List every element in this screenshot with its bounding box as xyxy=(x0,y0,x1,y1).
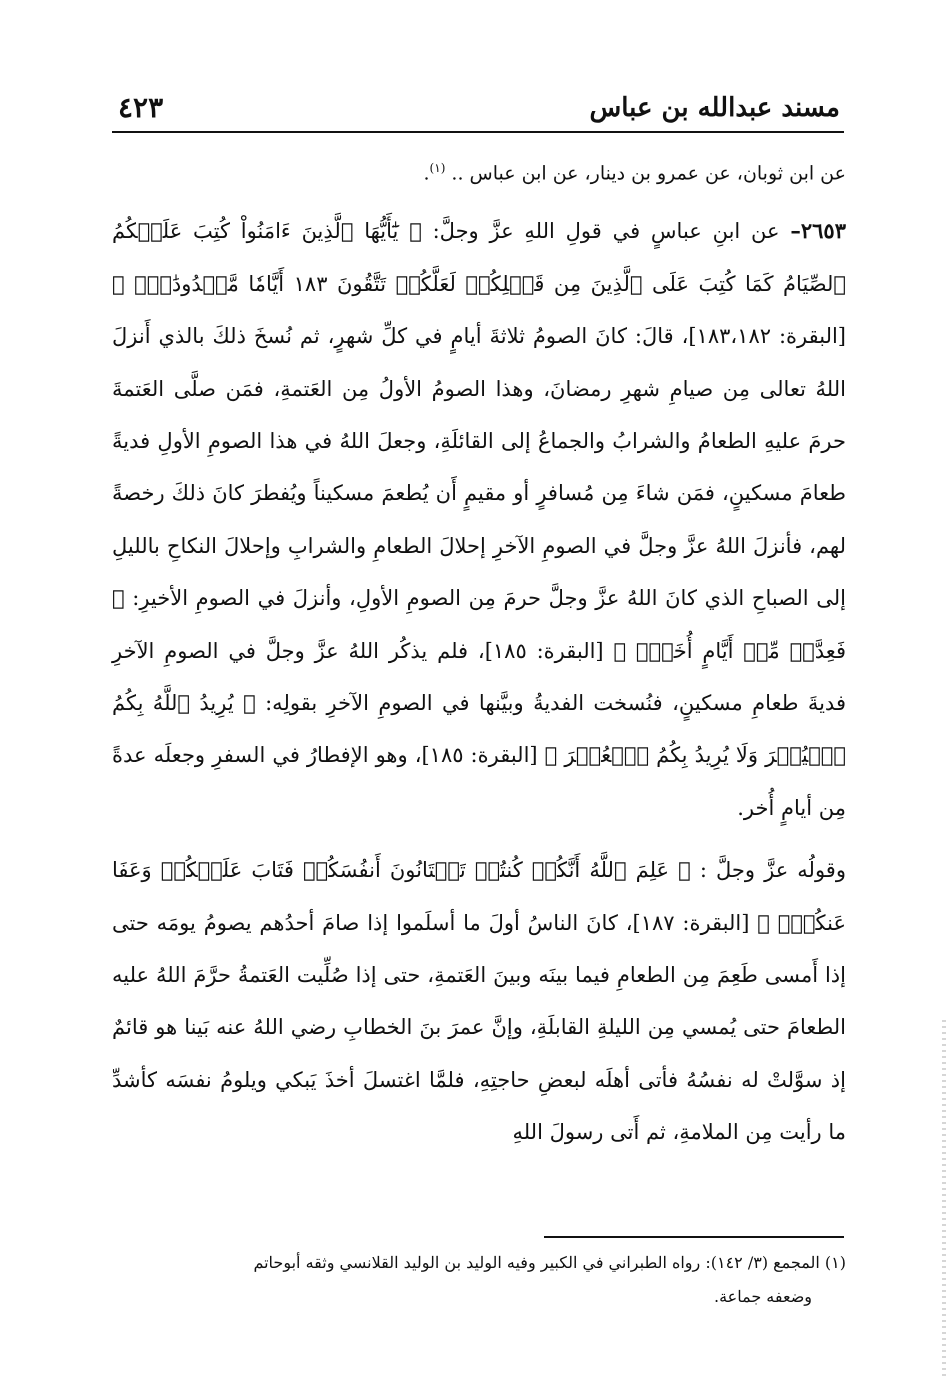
running-title: مسند عبدالله بن عباس xyxy=(589,93,840,123)
hadith-number: ٢٦٥٣– xyxy=(790,218,846,244)
quran-verse-2: فَعِدَّةٞ مِّنۡ أَيَّامٍ أُخَرَۚ xyxy=(626,638,846,663)
footnote-line-2: وضعفه جماعة. xyxy=(713,1287,812,1306)
quran-brace-open: ﴿ xyxy=(409,219,422,244)
commentary-text-1: وقولُه عزَّ وجلَّ : xyxy=(690,858,846,883)
commentary-paragraph xyxy=(112,844,846,1158)
intro-text: عن ابن ثوبان، عن عمرو بن دينار، عن ابن عباس .. xyxy=(451,162,846,185)
quran-brace-close: ﴾ xyxy=(613,638,627,663)
scan-edge-marks xyxy=(942,1020,946,1380)
hadith-text-2: [البقرة: ١٨٣،١٨٢]، قالَ: كانَ الصومُ ثلاثةَ أيامٍ في كلِّ شهرٍ، ثم نُسخَ ذلكَ بالذي أَنزلَ اللهُ تعالى مِن صيامِ شهرِ رمضانَ، وهذا الصومُ الأولُ مِن العَتمةِ، فمَن صلَّى العَتمةَ حرمَ عليهِ الطعامُ والشرابُ والجماعُ إلى القائلَةِ، وجعلَ اللهُ في هذا الصومِ الأولِ فديةً طعامَ مسكينٍ، فمَن شاءَ مِن مُسافرٍ أو مقيمٍ أَن يُطعمَ مسكيناً ويُفطرَ كانَ ذلكَ رخصةً لهم، فأنزلَ اللهُ عزَّ وجلَّ في الصومِ الآخرِ إحلالَ الطعامِ والشرابِ وإحلالَ النكاحِ بالليلِ إلى الصباحِ الذي كانَ اللهُ عزَّ وجلَّ حرمَ مِن الصومِ الأولِ، وأنزلَ في الصومِ الأخيرِ: xyxy=(112,324,846,611)
quran-brace-open: ﴿ xyxy=(243,690,256,715)
quran-brace-open: ﴿ xyxy=(112,586,125,611)
quran-brace-close: ﴾ xyxy=(112,271,125,296)
page-number: ٤٢٣ xyxy=(118,91,164,124)
quran-verse-3: يُرِيدُ ٱللَّهُ بِكُمُ ٱلۡيُسۡرَ وَلَا يُرِيدُ بِكُمُ ٱلۡعُسۡرَ xyxy=(112,690,847,768)
footnote-line-1: (١) المجمع (٣/ ١٤٢): رواه الطبراني في الكبير وفيه الوليد بن الوليد القلانسي وثقه أبوحاتم xyxy=(253,1253,846,1272)
hadith-text-3: [البقرة: ١٨٥]، فلم يذكُر اللهُ عزَّ وجلَّ في الصومِ الآخرِ فديةَ طعامِ مسكينٍ، فنُسخت الفديةُ وبيَّنها في الصومِ الآخرِ بقولِه: xyxy=(112,638,846,715)
footnote xyxy=(112,1246,846,1314)
footnote-rule xyxy=(544,1236,844,1238)
quran-verse-4: عَلِمَ ٱللَّهُ أَنَّكُمۡ كُنتُمۡ تَخۡتَانُونَ أَنفُسَكُمۡ فَتَابَ عَلَيۡكُمۡ وَعَفَا عَنكُمۡۖ xyxy=(112,858,846,935)
header-rule xyxy=(112,131,844,133)
quran-brace-close: ﴾ xyxy=(757,910,770,935)
commentary-text-2: [البقرة: ١٨٧]، كانَ الناسُ أولَ ما أسلَموا إذا صامَ أحدُهم يصومُ يومَه حتى إذا أَمسى طَعِمَ مِن الطعامِ فيما بينَه وبينَ العَتمةِ، حتى إذا صُلِّيت العَتمةُ حرَّمَ اللهُ عليه الطعامَ حتى يُمسي مِن الليلةِ القابلَةِ، وإنَّ عمرَ بنَ الخطابِ رضي اللهُ عنه بَينا هو قائمٌ إذ سوَّلتْ له نفسُهُ فأتى أهلَه لبعضِ حاجتِهِ، فلمَّا اغتسلَ أخذَ يَبكي ويلومُ نفسَه كأشدِّ ما رأيت مِن الملامةِ، ثم أَتى رسولَ اللهِ xyxy=(112,910,846,1145)
intro-end: . xyxy=(423,162,430,185)
intro-line xyxy=(112,140,846,201)
main-text xyxy=(112,140,846,1159)
hadith-text-4: [البقرة: ١٨٥]، وهو الإفطارُ في السفرِ وجعلَه عدةً مِن أيامٍ أُخر. xyxy=(112,743,846,820)
quran-verse-1: يَٰٓأَيُّهَا ٱلَّذِينَ ءَامَنُواْ كُتِبَ عَلَيۡكُمُ ٱلصِّيَامُ كَمَا كُتِبَ عَلَى ٱلَّذِينَ مِن قَبۡلِكُمۡ لَعَلَّكُمۡ تَتَّقُونَ ١٨٣ أَيَّامٗا مَّعۡدُودَٰتٖۚ xyxy=(112,219,846,296)
hadith-paragraph xyxy=(112,205,846,834)
hadith-text-1: عن ابنِ عباسٍ في قولِ اللهِ عزَّ وجلَّ: xyxy=(421,219,791,244)
footnote-ref: (١) xyxy=(429,161,446,175)
quran-brace-close: ﴾ xyxy=(544,743,558,768)
quran-brace-open: ﴿ xyxy=(678,858,691,883)
page-header xyxy=(118,88,840,128)
